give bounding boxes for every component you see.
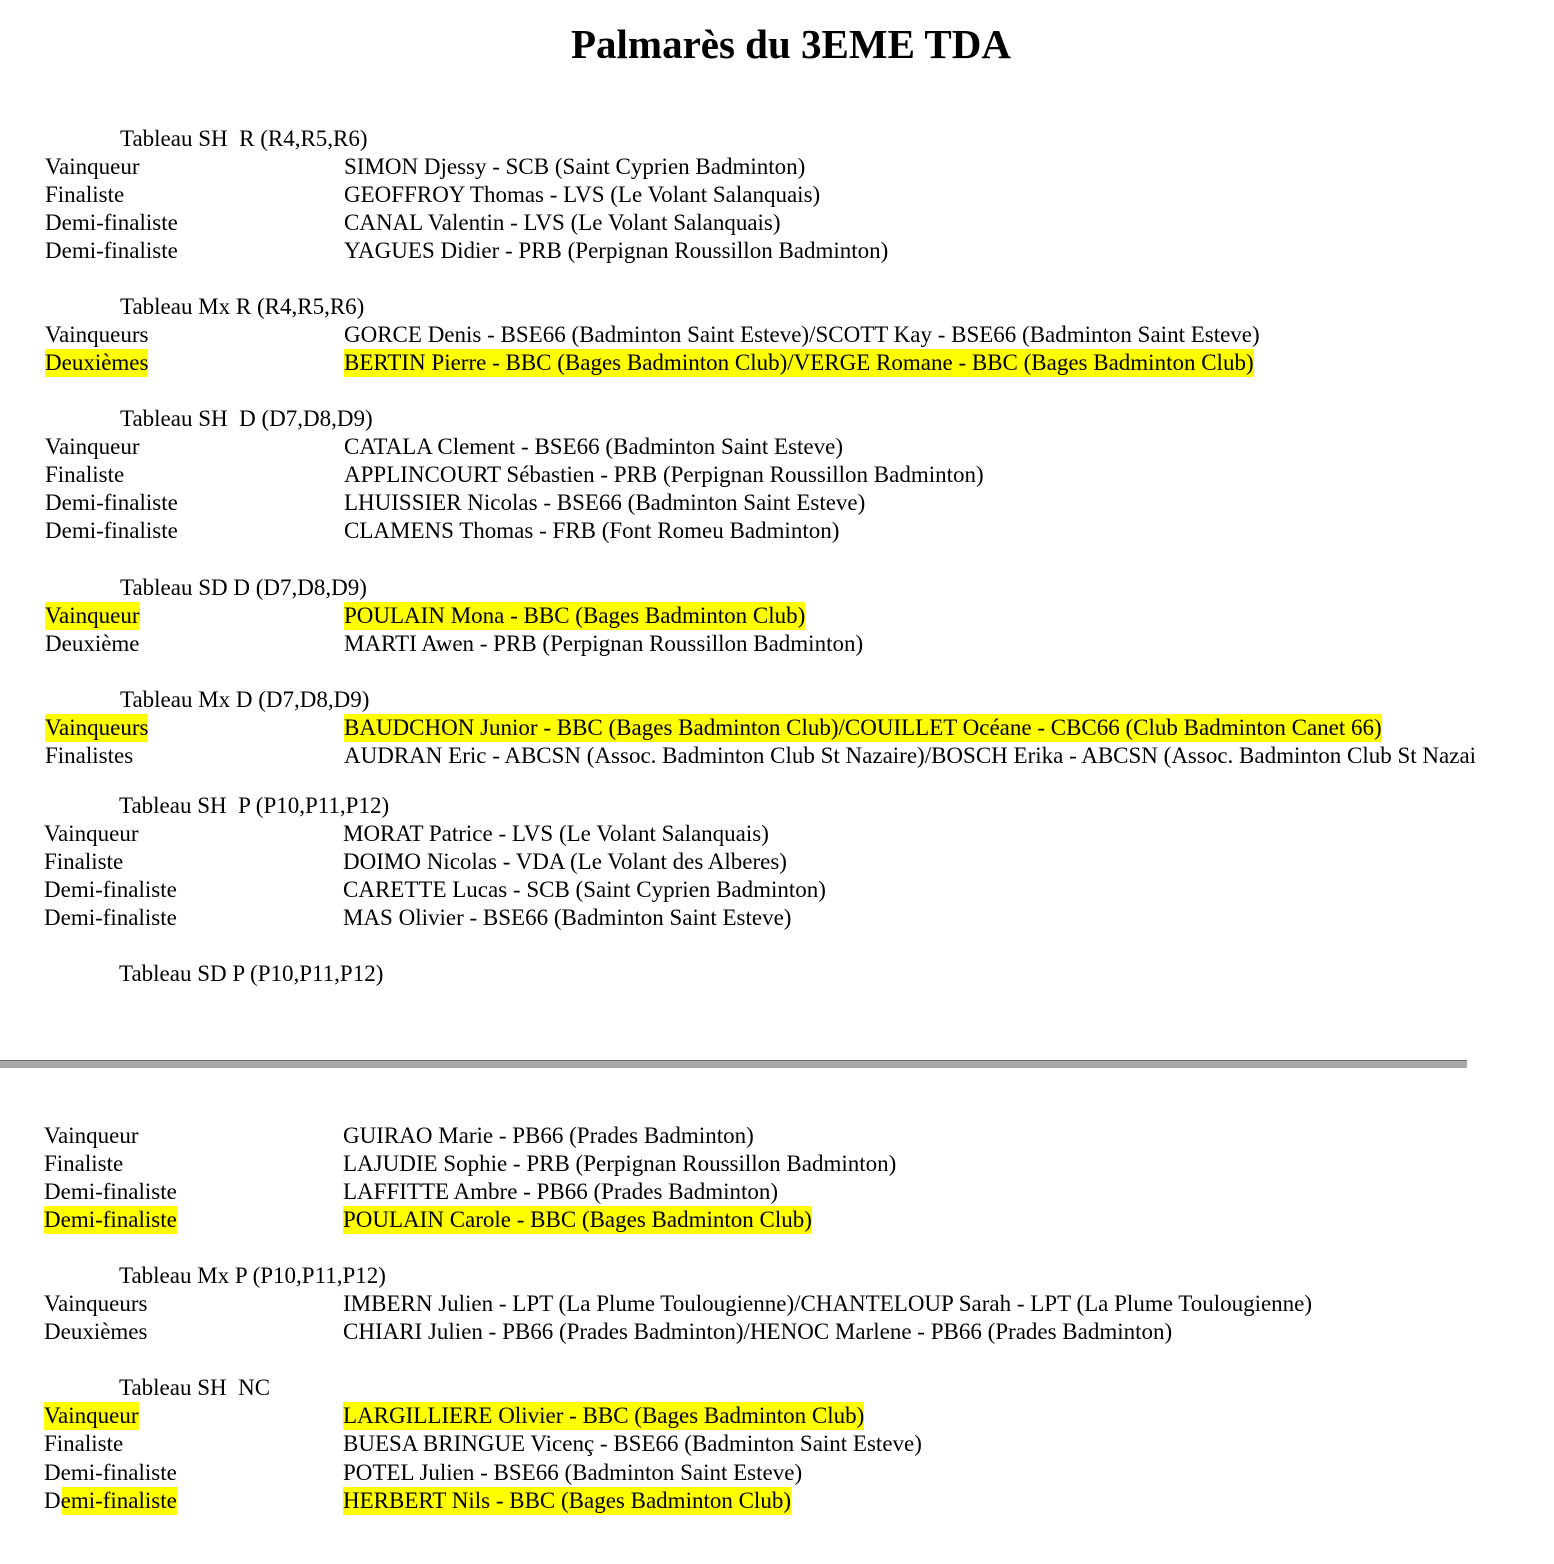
page-break-gap xyxy=(1467,1060,1554,1068)
result-row xyxy=(44,1318,1553,1346)
player-name: BERTIN Pierre - BBC (Bages Badminton Club)/VERGE Romane - BBC (Bages Badminton Club) xyxy=(344,350,1254,375)
player-name: LAJUDIE Sophie - PRB (Perpignan Roussillon Badminton) xyxy=(343,1151,897,1176)
result-row xyxy=(44,1402,1553,1430)
rank-label: Finalistes xyxy=(45,743,134,768)
rank-label: Vainqueurs xyxy=(45,715,149,740)
rank-label: Demi-finaliste xyxy=(45,490,178,515)
player-name: CANAL Valentin - LVS (Le Volant Salanquais) xyxy=(344,210,781,235)
player-name: CHIARI Julien - PB66 (Prades Badminton)/HENOC Marlene - PB66 (Prades Badminton) xyxy=(343,1319,1173,1344)
rank-label: Demi-finaliste xyxy=(45,210,178,235)
result-row xyxy=(44,904,1553,932)
rank-label: Deuxième xyxy=(45,631,140,656)
player-name: HERBERT Nils - BBC (Bages Badminton Club) xyxy=(343,1488,791,1513)
player-name: LARGILLIERE Olivier - BBC (Bages Badminton Club) xyxy=(343,1403,865,1428)
table-header-sd-d: Tableau SD D (D7,D8,D9) xyxy=(120,575,367,600)
player-name: MORAT Patrice - LVS (Le Volant Salanquais) xyxy=(343,821,769,846)
player-name: GORCE Denis - BSE66 (Badminton Saint Esteve)/SCOTT Kay - BSE66 (Badminton Saint Esteve) xyxy=(344,322,1260,347)
result-row xyxy=(45,321,1554,349)
player-name: POTEL Julien - BSE66 (Badminton Saint Esteve) xyxy=(343,1460,803,1485)
player-name: DOIMO Nicolas - VDA (Le Volant des Alberes) xyxy=(343,849,787,874)
table-header-mx-d: Tableau Mx D (D7,D8,D9) xyxy=(120,687,370,712)
rank-label: Demi-finaliste xyxy=(45,518,178,543)
rank-label: Vainqueur xyxy=(45,434,140,459)
rank-label: Finaliste xyxy=(44,1151,124,1176)
rank-label: Vainqueur xyxy=(45,603,140,628)
page-break-divider xyxy=(0,1060,1467,1068)
result-row xyxy=(44,876,1553,904)
player-name: AUDRAN Eric - ABCSN (Assoc. Badminton Club St Nazaire)/BOSCH Erika - ABCSN (Assoc. Badminton Club St Nazai xyxy=(344,743,1477,768)
player-name: YAGUES Didier - PRB (Perpignan Roussillon Badminton) xyxy=(344,238,889,263)
result-row xyxy=(44,1430,1553,1458)
rank-label: Finaliste xyxy=(45,182,125,207)
rank-label: Vainqueur xyxy=(44,1123,139,1148)
result-row xyxy=(45,489,1554,517)
player-name: CLAMENS Thomas - FRB (Font Romeu Badminton) xyxy=(344,518,840,543)
result-row xyxy=(44,1206,1553,1234)
rank-label: Vainqueur xyxy=(44,1403,139,1428)
table-header-sh-nc: Tableau SH NC xyxy=(119,1375,271,1400)
rank-label: Demi-finaliste xyxy=(44,877,177,902)
result-row xyxy=(44,1122,1553,1150)
table-header-mx-r: Tableau Mx R (R4,R5,R6) xyxy=(120,294,365,319)
rank-label: Vainqueurs xyxy=(44,1291,148,1316)
result-row xyxy=(45,153,1554,181)
result-row xyxy=(44,1487,1553,1515)
rank-label: Deuxièmes xyxy=(44,1319,148,1344)
rank-label: Vainqueur xyxy=(45,154,140,179)
player-name: GEOFFROY Thomas - LVS (Le Volant Salanquais) xyxy=(344,182,821,207)
rank-label: Finaliste xyxy=(45,462,125,487)
player-name: CATALA Clement - BSE66 (Badminton Saint Esteve) xyxy=(344,434,844,459)
table-header-mx-p: Tableau Mx P (P10,P11,P12) xyxy=(119,1263,386,1288)
result-row xyxy=(45,237,1554,265)
player-name: POULAIN Mona - BBC (Bages Badminton Club) xyxy=(344,603,806,628)
player-name: SIMON Djessy - SCB (Saint Cyprien Badminton) xyxy=(344,154,806,179)
result-row xyxy=(45,630,1554,658)
result-row xyxy=(44,848,1553,876)
rank-label: Vainqueur xyxy=(44,821,139,846)
table-header-sh-r: Tableau SH R (R4,R5,R6) xyxy=(120,126,368,151)
player-name: MAS Olivier - BSE66 (Badminton Saint Esteve) xyxy=(343,905,792,930)
rank-label: Demi-finaliste xyxy=(44,1460,177,1485)
player-name: POULAIN Carole - BBC (Bages Badminton Club) xyxy=(343,1207,812,1232)
result-row xyxy=(44,1178,1553,1206)
rank-label: Demi-finaliste xyxy=(44,1207,177,1232)
rank-label: Finaliste xyxy=(44,1431,124,1456)
player-name: BAUDCHON Junior - BBC (Bages Badminton Club)/COUILLET Océane - CBC66 (Club Badminton Canet 66) xyxy=(344,715,1382,740)
player-name: BUESA BRINGUE Vicenç - BSE66 (Badminton Saint Esteve) xyxy=(343,1431,922,1456)
player-name: MARTI Awen - PRB (Perpignan Roussillon Badminton) xyxy=(344,631,864,656)
player-name: GUIRAO Marie - PB66 (Prades Badminton) xyxy=(343,1123,754,1148)
result-row xyxy=(45,349,1554,377)
rank-label: Demi-finaliste xyxy=(44,1179,177,1204)
player-name: LAFFITTE Ambre - PB66 (Prades Badminton) xyxy=(343,1179,779,1204)
rank-label: Deuxièmes xyxy=(45,350,149,375)
table-header-sh-p: Tableau SH P (P10,P11,P12) xyxy=(119,793,390,818)
rank-label: Demi-finaliste xyxy=(45,238,178,263)
result-row xyxy=(44,820,1553,848)
result-row xyxy=(44,1459,1553,1487)
rank-label: Demi-finaliste xyxy=(44,1488,177,1513)
result-row xyxy=(45,517,1554,545)
rank-label: Vainqueurs xyxy=(45,322,149,347)
player-name: LHUISSIER Nicolas - BSE66 (Badminton Saint Esteve) xyxy=(344,490,866,515)
result-row xyxy=(45,602,1554,630)
player-name: APPLINCOURT Sébastien - PRB (Perpignan Roussillon Badminton) xyxy=(344,462,984,487)
result-row xyxy=(45,181,1554,209)
result-row xyxy=(44,1290,1553,1318)
player-name: CARETTE Lucas - SCB (Saint Cyprien Badminton) xyxy=(343,877,826,902)
rank-label: Finaliste xyxy=(44,849,124,874)
page-title: Palmarès du 3EME TDA xyxy=(570,21,1011,67)
table-header-sd-p: Tableau SD P (P10,P11,P12) xyxy=(119,961,384,986)
result-row xyxy=(45,209,1554,237)
result-row xyxy=(45,433,1554,461)
player-name: IMBERN Julien - LPT (La Plume Toulougienne)/CHANTELOUP Sarah - LPT (La Plume Toulougienne) xyxy=(343,1291,1313,1316)
rank-label: Demi-finaliste xyxy=(44,905,177,930)
result-row xyxy=(44,1150,1553,1178)
result-row xyxy=(45,461,1554,489)
result-row xyxy=(45,742,1554,770)
result-row xyxy=(45,714,1554,742)
table-header-sh-d: Tableau SH D (D7,D8,D9) xyxy=(120,406,373,431)
